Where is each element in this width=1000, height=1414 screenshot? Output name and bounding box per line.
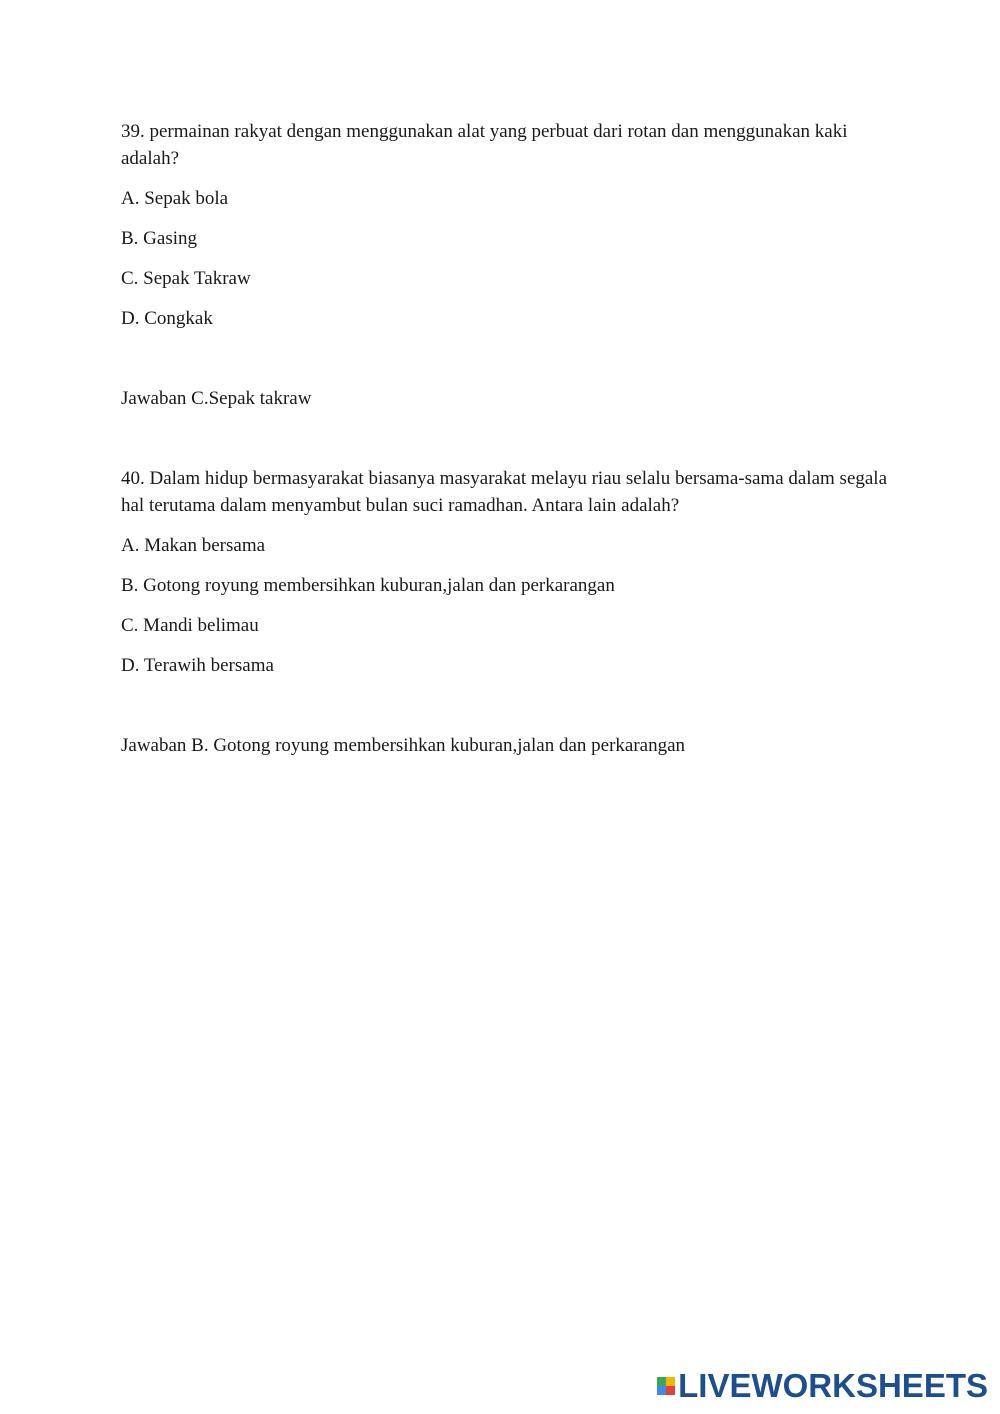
question-39	[121, 118, 901, 412]
option-a: A. Sepak bola	[121, 188, 229, 209]
question-39-text: 39. permainan rakyat dengan menggunakan alat yang perbuat dari rotan dan menggunakan kaki adalah?	[121, 121, 848, 169]
option-a: A. Makan bersama	[121, 535, 266, 556]
option-d: D. Congkak	[121, 308, 213, 329]
question-40	[121, 465, 901, 759]
logo-square-1	[657, 1377, 666, 1386]
logo-square-3	[657, 1386, 666, 1395]
option-b: B. Gasing	[121, 228, 197, 249]
logo-square-4	[666, 1386, 675, 1395]
answer-40: Jawaban B. Gotong royung membersihkan kuburan,jalan dan perkarangan	[121, 735, 686, 756]
option-c: C. Mandi belimau	[121, 615, 259, 636]
question-40-text: 40. Dalam hidup bermasyarakat biasanya masyarakat melayu riau selalu bersama-sama dalam segala hal terutama dalam menyambut bulan suci ramadhan. Antara lain adalah?	[121, 468, 888, 516]
logo-text: LIVEWORKSHEETS	[678, 1367, 988, 1404]
worksheet-page	[121, 118, 901, 759]
answer-39: Jawaban C.Sepak takraw	[121, 388, 312, 409]
option-d: D. Terawih bersama	[121, 655, 274, 676]
option-c: C. Sepak Takraw	[121, 268, 251, 289]
option-b: B. Gotong royung membersihkan kuburan,jalan dan perkarangan	[121, 575, 615, 596]
liveworksheets-logo-icon	[657, 1377, 675, 1395]
liveworksheets-logo	[657, 1366, 988, 1406]
logo-square-2	[666, 1377, 675, 1386]
